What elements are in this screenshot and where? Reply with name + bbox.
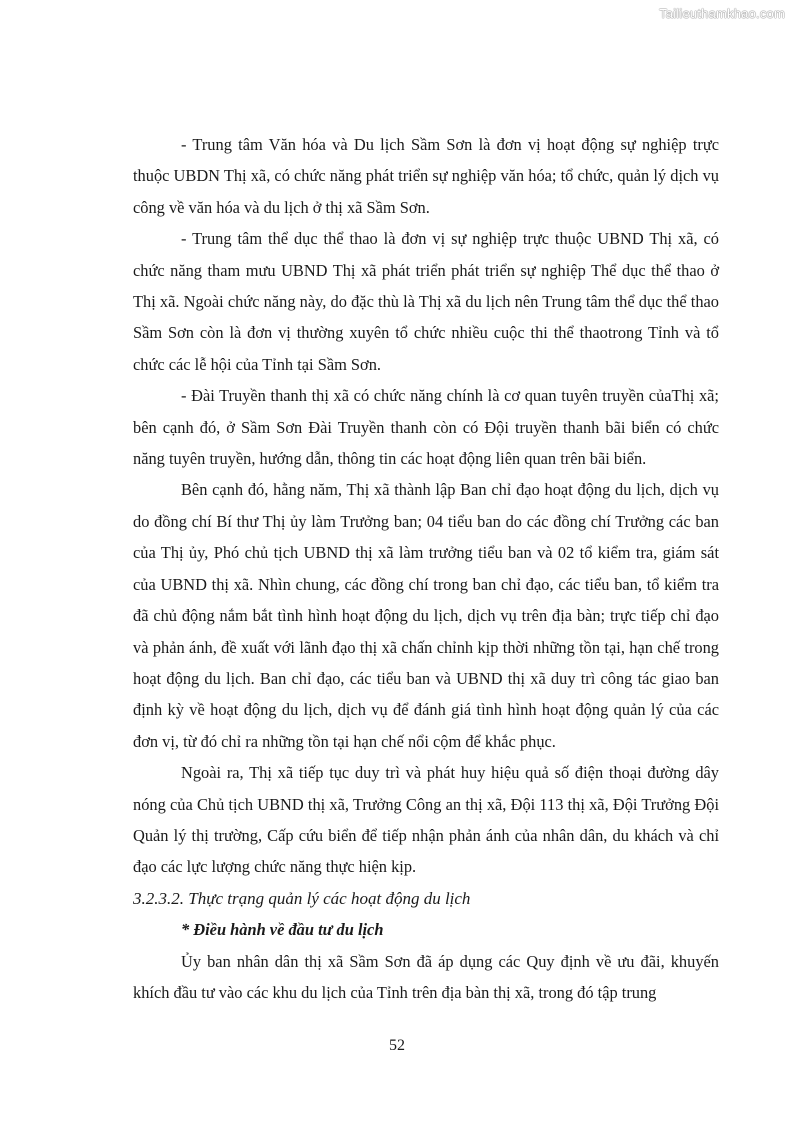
paragraph-hotline: Ngoài ra, Thị xã tiếp tục duy trì và phát huy hiệu quả số điện thoại đường dây nóng của Chủ tịch UBND thị xã, Trưởng Công an thị xã, Đội 113 thị xã, Đội Trưởng Đội Quản lý thị trường, Cấp cứu biển để tiếp nhận phản ánh của nhân dân, du khách và chỉ đạo các lực lượng chức năng thực hiện kịp. — [133, 763, 719, 877]
paragraph-investment: Ủy ban nhân dân thị xã Sầm Sơn đã áp dụng các Quy định về ưu đãi, khuyến khích đầu tư vào các khu du lịch của Tỉnh trên địa bàn thị xã, trong đó tập trung — [133, 951, 719, 1002]
watermark: Tailieuthamkhao.com — [659, 6, 785, 21]
subheading: * Điều hành về đầu tư du lịch — [181, 920, 384, 940]
paragraph-steering-committee: Bên cạnh đó, hằng năm, Thị xã thành lập Ban chỉ đạo hoạt động du lịch, dịch vụ do đồng chí Bí thư Thị ủy làm Trưởng ban; 04 tiểu ban do các đồng chí Trưởng các ban của Thị ủy, Phó chủ tịch UBND thị xã làm trưởng tiểu ban và 02 tổ kiểm tra, giám sát của UBND thị xã. Nhìn chung, các đồng chí trong ban chỉ đạo, các tiểu ban, tổ kiểm tra đã chủ động nắm bắt tình hình hoạt động du lịch, dịch vụ trên địa bàn; trực tiếp chỉ đạo và phản ánh, đề xuất với lãnh đạo thị xã chấn chỉnh kịp thời những tồn tại, hạn chế trong hoạt động du lịch. Ban chỉ đạo, các tiểu ban và UBND thị xã duy trì công tác giao ban định kỳ về hoạt động du lịch, dịch vụ để đánh giá tình hình hoạt động quản lý của các đơn vị, từ đó chỉ ra những tồn tại hạn chế nổi cộm để khắc phục. — [133, 480, 719, 751]
paragraph-sports-center: - Trung tâm thể dục thể thao là đơn vị sự nghiệp trực thuộc UBND Thị xã, có chức năng tham mưu UBND Thị xã phát triển phát triển sự nghiệp Thể dục thể thao ở Thị xã. Ngoài chức năng này, do đặc thù là Thị xã du lịch nên Trung tâm thể dục thể thao Sầm Sơn còn là đơn vị thường xuyên tổ chức nhiều cuộc thi thể thaotrong Tỉnh và tổ chức các lễ hội của Tỉnh tại Sầm Sơn. — [133, 229, 719, 374]
paragraph-radio-station: - Đài Truyền thanh thị xã có chức năng chính là cơ quan tuyên truyền củaThị xã; bên cạnh đó, ở Sầm Sơn Đài Truyền thanh còn có Đội truyền thanh bãi biển có chức năng tuyên truyền, hướng dẫn, thông tin các hoạt động liên quan trên bãi biển. — [133, 386, 719, 469]
page-number: 52 — [389, 1037, 405, 1054]
document-body — [133, 129, 719, 1008]
paragraph-cultural-center: - Trung tâm Văn hóa và Du lịch Sầm Sơn là đơn vị hoạt động sự nghiệp trực thuộc UBDN Thị xã, có chức năng phát triển sự nghiệp văn hóa; tổ chức, quản lý dịch vụ công về văn hóa và du lịch ở thị xã Sầm Sơn. — [133, 135, 719, 217]
section-heading: 3.2.3.2. Thực trạng quản lý các hoạt động du lịch — [133, 888, 471, 908]
